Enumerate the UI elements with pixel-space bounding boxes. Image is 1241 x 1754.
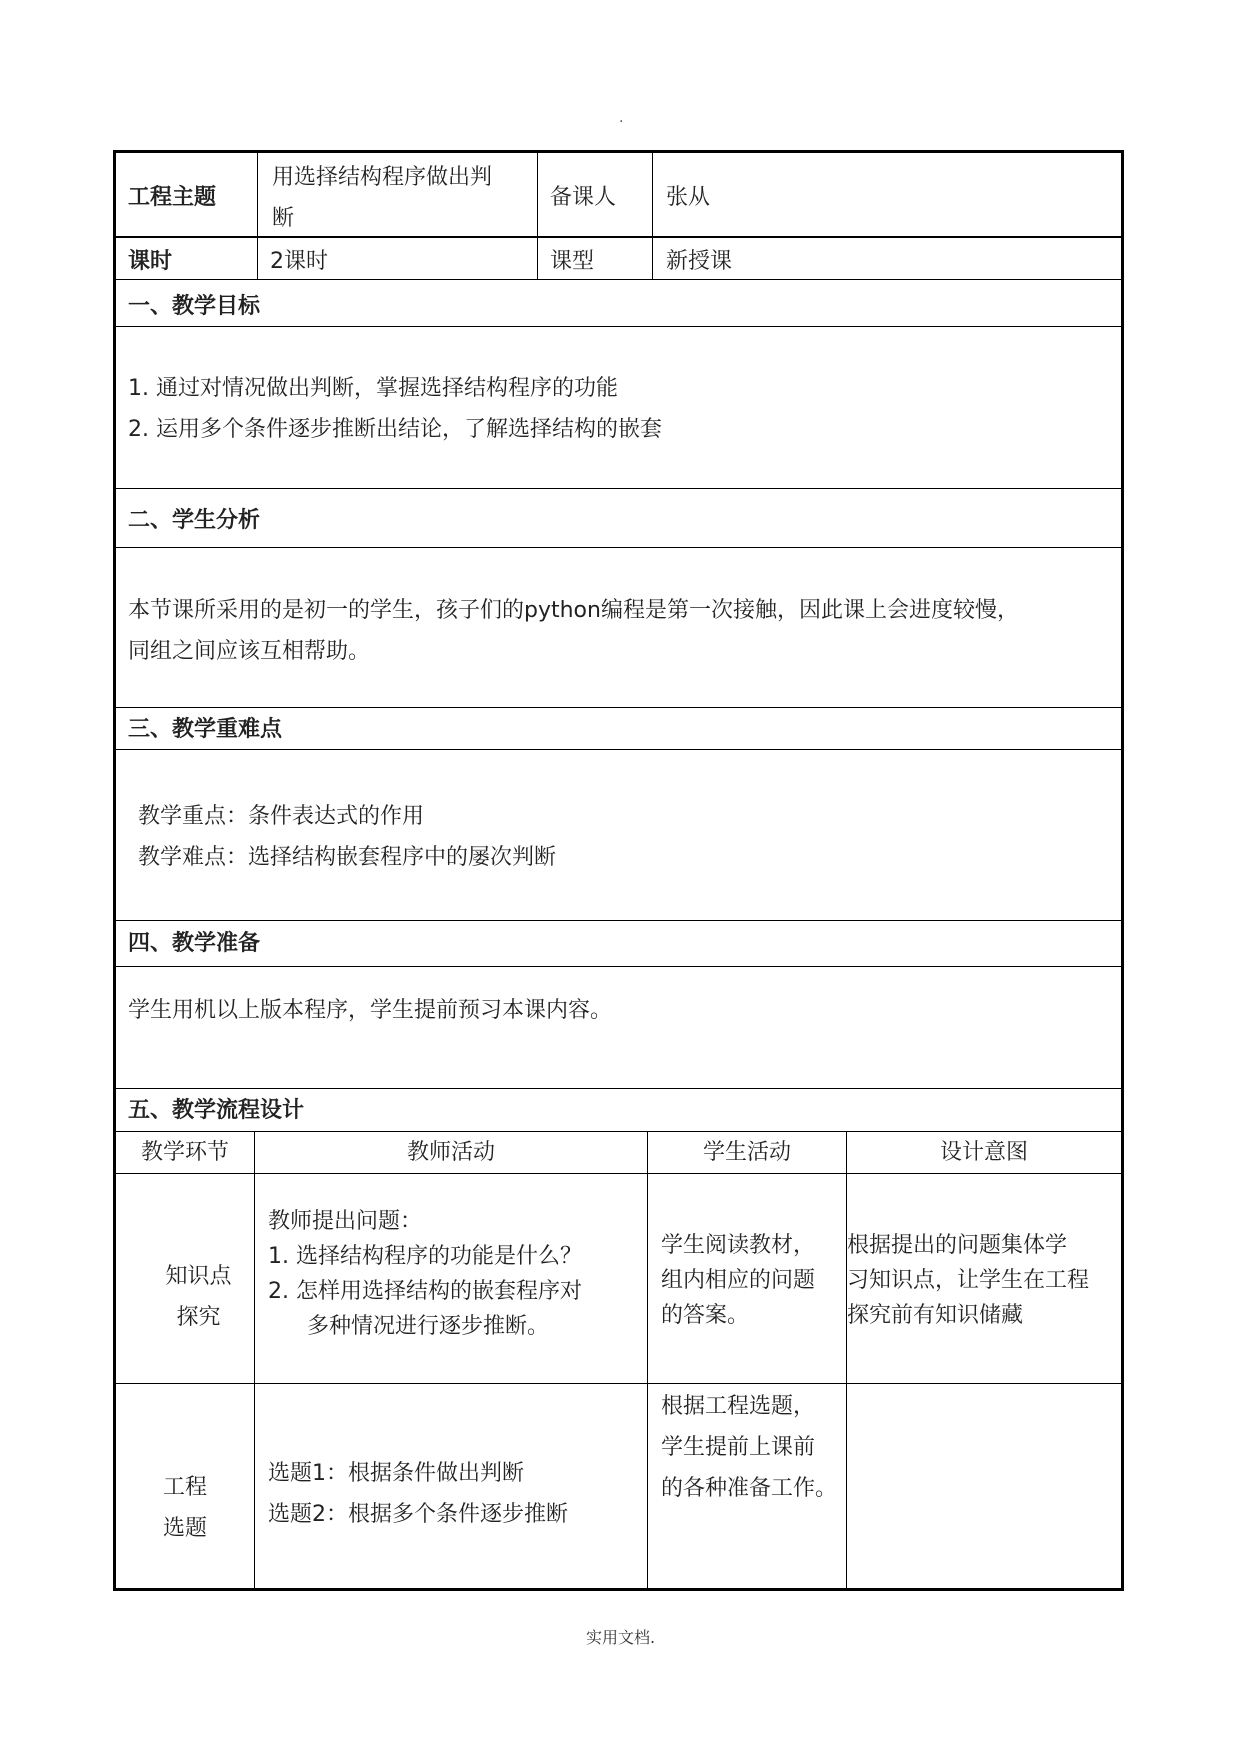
teacher-activity-line: 2. 怎样用选择结构的嵌套程序对 — [268, 1279, 582, 1304]
objective-item: 2. 运用多个条件逐步推断出结论，了解选择结构的嵌套 — [128, 417, 662, 442]
stage-cell-line: 工程 — [162, 1475, 207, 1500]
stage-cell-line: 探究 — [176, 1305, 221, 1330]
header-mark: . — [619, 110, 624, 126]
table-rule — [254, 1131, 255, 1591]
stage-cell-line: 知识点 — [165, 1264, 232, 1289]
table-rule — [652, 150, 653, 279]
table-rule — [647, 1131, 648, 1591]
student-activity-line: 的各种准备工作。 — [661, 1476, 838, 1501]
student-analysis-line: 本节课所采用的是初一的学生，孩子们的python编程是第一次接触，因此课上会进度较慢， — [128, 598, 1019, 623]
project-topic-line2: 断 — [272, 206, 295, 231]
table-rule — [113, 279, 1124, 280]
design-intent-line: 探究前有知识储藏 — [847, 1303, 1024, 1328]
table-rule — [113, 488, 1124, 489]
teacher-activity-line: 1. 选择结构程序的功能是什么？ — [268, 1244, 582, 1269]
preparation-text: 学生用机以上版本程序，学生提前预习本课内容。 — [128, 998, 613, 1023]
column-header-stage: 教学环节 — [140, 1140, 229, 1165]
column-header-student: 学生活动 — [702, 1140, 791, 1165]
student-analysis-line: 同组之间应该互相帮助。 — [128, 639, 371, 664]
lesson-type-value: 新授课 — [666, 249, 733, 274]
table-rule — [846, 1131, 847, 1591]
section-title-preparation: 四、教学准备 — [128, 931, 261, 956]
student-activity-line: 学生提前上课前 — [661, 1435, 816, 1460]
table-rule — [257, 150, 258, 279]
table-rule — [113, 920, 1124, 921]
section-title-student-analysis: 二、学生分析 — [128, 508, 261, 533]
design-intent-line: 习知识点，让学生在工程 — [847, 1268, 1090, 1293]
teacher-activity-line: 教师提出问题： — [268, 1209, 423, 1234]
column-header-intent: 设计意图 — [939, 1140, 1028, 1165]
column-header-teacher: 教师活动 — [406, 1140, 495, 1165]
objective-item: 1. 通过对情况做出判断，掌握选择结构程序的功能 — [128, 376, 618, 401]
key-point-line: 教学重点：条件表达式的作用 — [138, 804, 425, 829]
preparer-label: 备课人 — [550, 185, 617, 210]
table-rule — [113, 966, 1124, 967]
student-activity-line: 学生阅读教材， — [661, 1233, 816, 1258]
hours-value: 2课时 — [270, 249, 328, 274]
page-footer: 实用文档. — [585, 1628, 656, 1647]
project-topic-label: 工程主题 — [128, 185, 217, 210]
design-intent-line: 根据提出的问题集体学 — [847, 1233, 1068, 1258]
key-point-line: 教学难点：选择结构嵌套程序中的屡次判断 — [138, 845, 557, 870]
stage-cell-line: 选题 — [162, 1516, 207, 1541]
hours-label: 课时 — [128, 249, 173, 274]
project-topic-line1: 用选择结构程序做出判 — [272, 165, 493, 190]
student-activity-line: 根据工程选题， — [661, 1394, 816, 1419]
student-activity-line: 组内相应的问题 — [661, 1268, 816, 1293]
student-activity-line: 的答案。 — [661, 1303, 750, 1328]
table-rule — [113, 1173, 1124, 1174]
section-title-objectives: 一、教学目标 — [128, 294, 261, 319]
table-rule — [113, 1088, 1124, 1089]
table-rule — [113, 1131, 1124, 1132]
section-title-flow-design: 五、教学流程设计 — [128, 1098, 305, 1123]
table-rule — [113, 236, 1124, 238]
teacher-activity-line: 选题2：根据多个条件逐步推断 — [268, 1502, 568, 1527]
table-rule — [113, 547, 1124, 548]
table-rule — [113, 1383, 1124, 1384]
preparer-name: 张从 — [666, 185, 711, 210]
teacher-activity-line: 选题1：根据条件做出判断 — [268, 1461, 524, 1486]
table-rule — [113, 326, 1124, 327]
table-rule — [113, 707, 1124, 708]
teacher-activity-line: 多种情况进行逐步推断。 — [307, 1314, 550, 1339]
table-rule — [537, 150, 538, 279]
section-title-key-points: 三、教学重难点 — [128, 717, 283, 742]
lesson-type-label: 课型 — [550, 249, 595, 274]
